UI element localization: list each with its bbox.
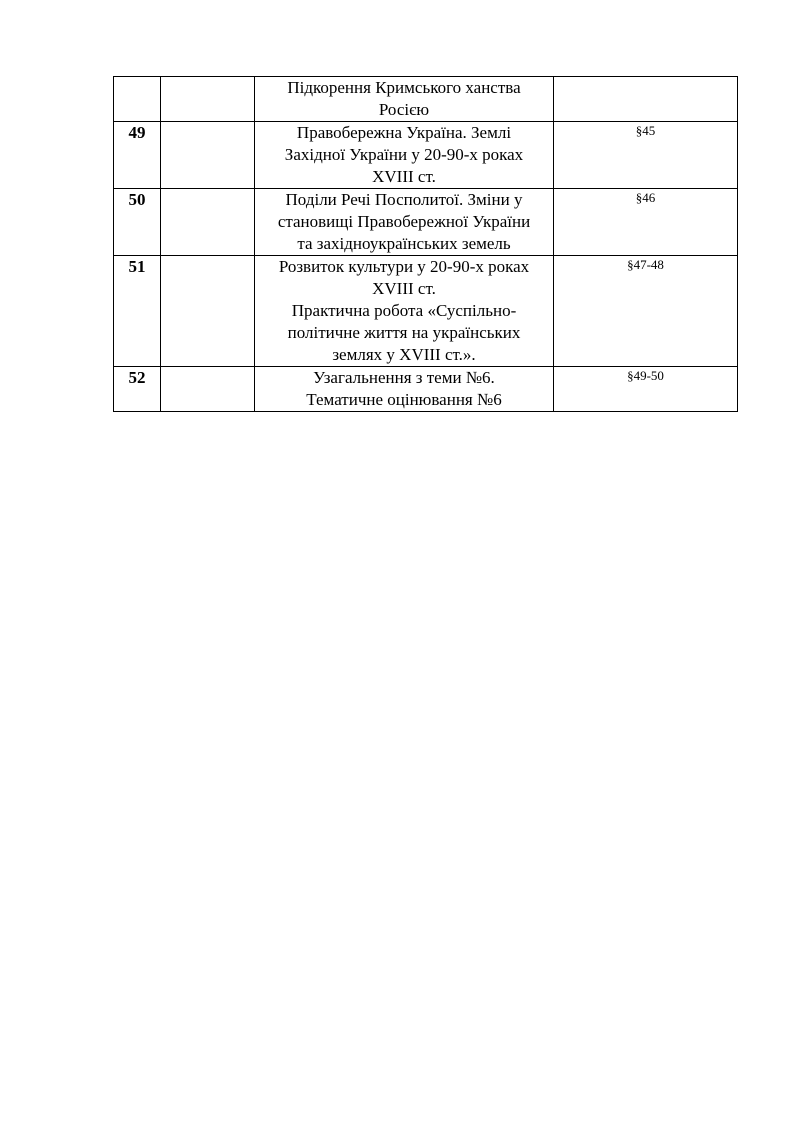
lesson-topic [255, 122, 554, 189]
lesson-date [161, 256, 255, 367]
topic-line: Тематичне оцінювання №6 [306, 390, 502, 409]
lesson-date [161, 367, 255, 412]
lesson-topic [255, 77, 554, 122]
lesson-number: 51 [114, 256, 161, 367]
lesson-homework: §49-50 [554, 367, 738, 412]
topic-line: Розвиток культури у 20-90-х роках [278, 257, 530, 276]
topic-line: XVIII ст. [372, 167, 436, 186]
lesson-topic [255, 367, 554, 412]
lesson-topic [255, 189, 554, 256]
lesson-homework: §47-48 [554, 256, 738, 367]
table-row [114, 189, 738, 256]
topic-line: Практична робота «Суспільно- [291, 301, 517, 320]
topic-line: Західної України у 20-90-х роках [284, 145, 524, 164]
topic-line: та західноукраїнських земель [297, 234, 511, 253]
topic-line: Узагальнення з теми №6. [313, 368, 495, 387]
lesson-homework [554, 77, 738, 122]
lesson-number: 49 [114, 122, 161, 189]
topic-line: Поділи Речі Посполитої. Зміни у [285, 190, 523, 209]
lesson-date [161, 122, 255, 189]
lesson-number: 52 [114, 367, 161, 412]
topic-line: політичне життя на українських [287, 323, 521, 342]
table-row [114, 367, 738, 412]
lesson-topic [255, 256, 554, 367]
lesson-date [161, 77, 255, 122]
topic-line: землях у XVIII ст.». [332, 345, 476, 364]
lesson-number: 50 [114, 189, 161, 256]
lesson-number [114, 77, 161, 122]
lesson-homework: §46 [554, 189, 738, 256]
lesson-plan-table [113, 76, 738, 412]
topic-line: становищі Правобережної України [277, 212, 531, 231]
topic-line: Правобережна Україна. Землі [296, 123, 512, 142]
table-row [114, 122, 738, 189]
topic-line: Підкорення Кримського ханства [287, 78, 521, 97]
topic-line: XVIII ст. [372, 279, 436, 298]
table-row [114, 77, 738, 122]
table-row [114, 256, 738, 367]
lesson-homework: §45 [554, 122, 738, 189]
topic-line: Росією [378, 100, 430, 119]
lesson-date [161, 189, 255, 256]
